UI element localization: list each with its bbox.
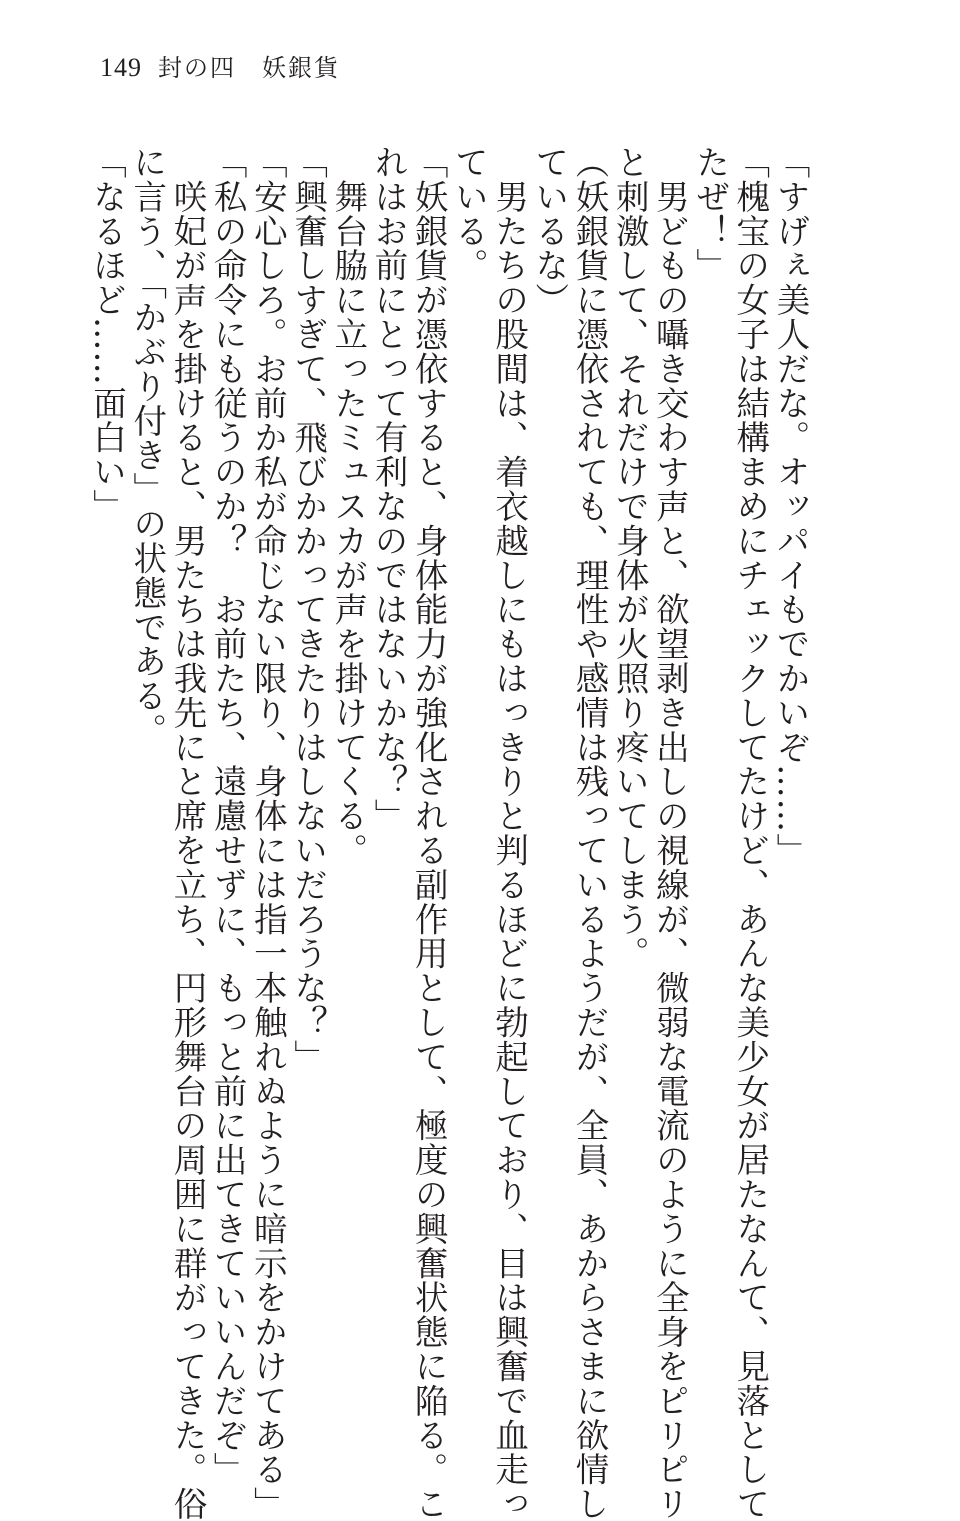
vertical-body-text: [87, 145, 810, 1521]
text-column: ている。: [449, 145, 489, 283]
text-column: 「興奮しすぎて、飛びかかってきたりはしないだろうな？」: [288, 145, 328, 1074]
chapter-title: 封の四 妖銀貨: [158, 54, 340, 82]
text-column: 舞台脇に立ったミュスカが声を掛けてくる。: [328, 145, 368, 868]
text-column: 男どもの囁き交わす声と、欲望剥き出しの視線が、微弱な電流のように全身をピリピリ: [650, 145, 690, 1521]
text-column: 「すげぇ美人だな。オッパイもでかいぞ……」: [771, 145, 810, 868]
page-number: 149: [100, 53, 142, 82]
text-column: 「槐宝の女子は結構まめにチェックしてたけど、あんな美少女が居たなんて、見落として: [730, 145, 770, 1521]
text-column: 男たちの股間は、着衣越しにもはっきりと判るほどに勃起しており、目は興奮で血走っ: [489, 145, 529, 1521]
text-column: と刺激して、それだけで身体が火照り疼いてしまう。: [610, 145, 650, 971]
text-column: に言う、「かぶり付き」の状態である。: [127, 145, 167, 748]
text-column: たぜ！」: [690, 145, 730, 283]
text-column: 咲妃が声を掛けると、男たちは我先にと席を立ち、円形舞台の周囲に群がってきた。俗: [167, 145, 207, 1521]
running-head: [100, 48, 340, 82]
text-column: ているな）: [529, 145, 569, 317]
text-column: 「妖銀貨が憑依すると、身体能力が強化される副作用として、極度の興奮状態に陥る。こ: [409, 145, 449, 1521]
text-column: 「私の命令にも従うのか？ お前たち、遠慮せずに、もっと前に出てきていいんだぞ」: [208, 145, 248, 1487]
text-column: 「なるほど……面白い」: [87, 145, 127, 524]
text-column: 「安心しろ。お前か私が命じない限り、身体には指一本触れぬように暗示をかけてある」: [248, 145, 288, 1521]
text-column: （妖銀貨に憑依されても、理性や感情は残っているようだが、全員、あからさまに欲情し: [569, 145, 609, 1521]
text-column: れはお前にとって有利なのではないかな？」: [368, 145, 408, 833]
